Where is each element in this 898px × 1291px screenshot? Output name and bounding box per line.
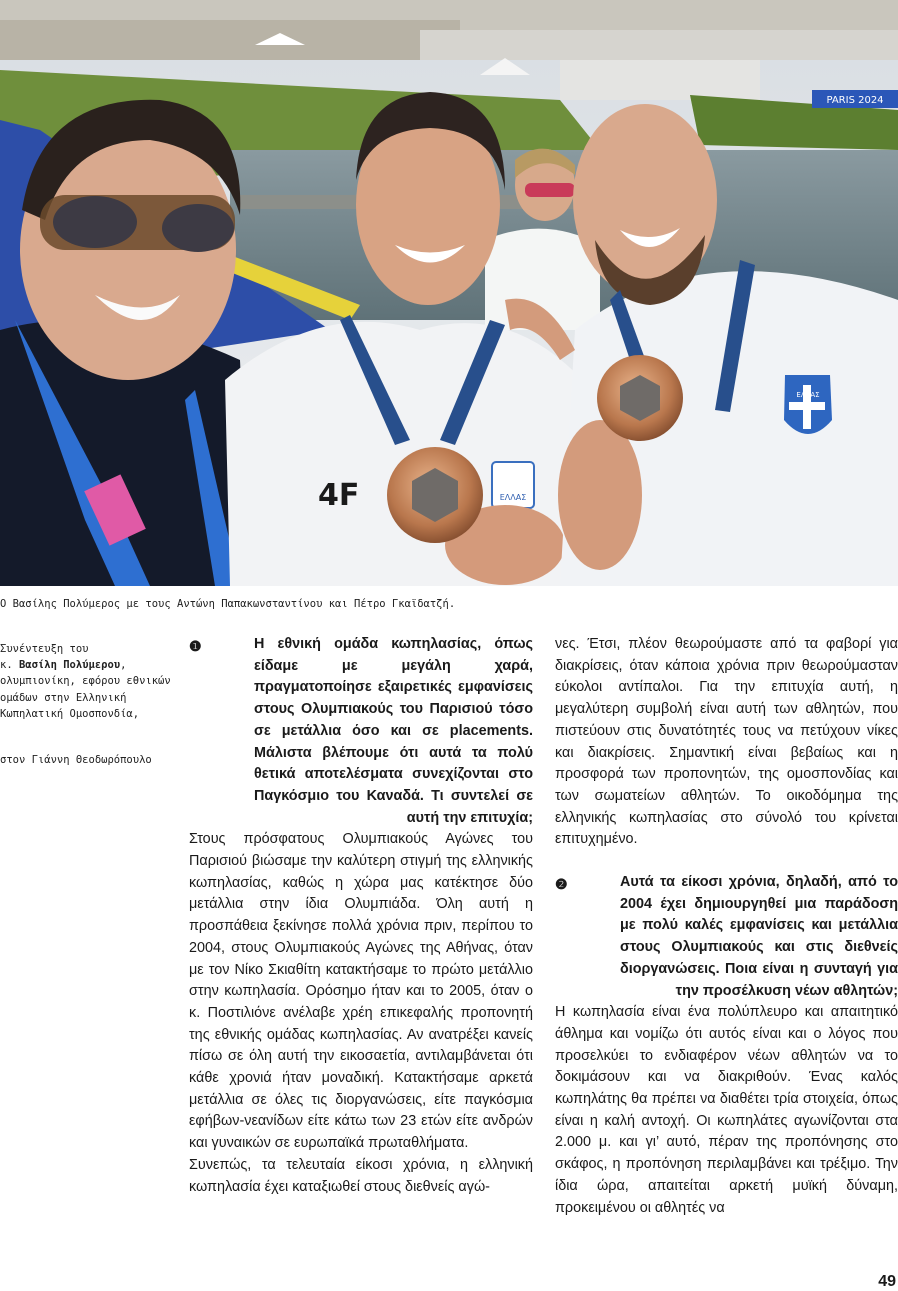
4f-logo: 4F — [318, 478, 360, 513]
credit-interviewee: κ. Βασίλη Πολύμερου, — [0, 659, 127, 672]
interviewee-name: Βασίλη Πολύμερου — [18, 659, 121, 672]
question-2-block — [555, 872, 898, 1002]
answer-1-paragraph-2: Συνεπώς, τα τελευταία είκοσι χρόνια, η ελληνική κωπηλασία έχει καταξιωθεί στους διεθνείς αγώ- — [189, 1156, 533, 1195]
question-number-1: ❶ — [189, 638, 202, 654]
article-column-1 — [189, 634, 533, 1198]
hero-photo — [0, 0, 898, 586]
svg-text:PARIS 2024: PARIS 2024 — [826, 95, 884, 106]
credit-role: ολυμπιονίκη, εφόρου εθνικών ομάδων στην Ελληνική Κωπηλατική Ομοσπονδία, — [0, 675, 171, 720]
credit-intro: Συνέντευξη του — [0, 643, 89, 655]
answer-1-continued: νες. Έτσι, πλέον θεωρούμαστε από τα φαβορί για διακρίσεις, όταν κάποια χρόνια πριν θεωρούμασταν εύκολοι αντίπαλοι. Για την επιτυχία αυτή, η μεγαλύτερη συμβολή είναι αυτή των αθλητών, που πιστεύουν στις δυνατότητές τους να πετύχουν νίκες και διακρίσεις. Σημαντική είναι βεβαίως και η προσφορά των προπονητών, της ομοσπονδίας και των σωματείων αθλητών. Το οικοδόμημα της ελληνικής κωπηλασίας στο σύνολό του κρίνεται επιτυχημένο. — [555, 636, 898, 848]
question-number-2: ❷ — [555, 876, 568, 893]
article-column-2 — [555, 634, 898, 1219]
credit-byline: στον Γιάννη Θεοδωρόπουλο — [0, 754, 152, 767]
answer-2: Η κωπηλασία είναι ένα πολύπλευρο και απαιτητικό άθλημα και νομίζω ότι αυτός είναι και ο λόγος που προσελκύει το ενδιαφέρον νέων αθλητών να το δοκιμάσουν και να διακριθούν. Ένας καλός κωπηλάτης θα πρέπει να διαθέτει τρία στοιχεία, όπως είναι η καλή αντοχή. Οι κωπηλάτες αγωνίζονται στα 2.000 μ. και γι’ αυτό, πέραν της προπόνησης στο σκάφος, η προπόνηση περιλαμβάνει και τρέξιμο. Την ίδια ώρα, απαιτείται αρκετή μυϊκή δύναμη, προκειμένου οι αθλητές να — [555, 1004, 898, 1216]
svg-text:ΕΛΛΑΣ: ΕΛΛΑΣ — [796, 391, 820, 399]
photo-illustration — [0, 0, 898, 586]
interview-credits — [0, 641, 172, 768]
photo-caption: Ο Βασίλης Πολύμερος με τους Αντώνη Παπακωνσταντίνου και Πέτρο Γκαϊδατζή. — [0, 598, 456, 610]
question-2: Αυτά τα είκοσι χρόνια, δηλαδή, από το 2004 έχει δημιουργηθεί μια παράδοση με πολύ καλές εμφανίσεις και μετάλλια στους Ολυμπιακούς και στις διεθνείς διοργανώσεις. Ποια είναι η συνταγή για την προσέλκυση νέων αθλητών; — [620, 874, 898, 999]
svg-text:ΕΛΛΑΣ: ΕΛΛΑΣ — [499, 493, 527, 502]
question-1: Η εθνική ομάδα κωπηλασίας, όπως είδαμε με μεγάλη χαρά, πραγματοποίησε εξαιρετικές εμφανίσεις στους Ολυμπιακούς του Παρισιού τόσο σε μετάλλια όσο και σε placements. Μάλιστα βλέπουμε ότι αυτά τα πολύ θετικά αποτελέσματα συνεχίζονται στο Παγκόσμιο του Καναδά. Τι συντελεί σε αυτή την επιτυχία; — [254, 636, 533, 826]
page-number: 49 — [878, 1273, 896, 1290]
answer-1-paragraph-1: Στους πρόσφατους Ολυμπιακούς Αγώνες του Παρισιού βιώσαμε την καλύτερη στιγμή της ελληνικής κωπηλασίας, καθώς η χώρα μας κατέκτησε δύο μετάλλια στην ίδια Ολυμπιάδα. Όλη αυτή η προσπάθεια ξεκίνησε πολλά χρόνια πριν, περίπου το 2004, στους Ολυμπιακούς Αγώνες της Αθήνας, όταν με τον Νίκο Σκιαθίτη κατακτήσαμε το πρώτο μετάλλιο στην κωπηλασία. Ορόσημο ήταν και το 2005, όταν ο κ. Ποστιλιόνε ανέλαβε χρέη επικεφαλής προπονητή της εθνικής ομάδας κωπηλασίας. Αν ανατρέξει κανείς πίσω σε όλη αυτή την εικοσαετία, αντιλαμβάνεται ότι κάθε χρονιά ήταν μοναδική. Κατακτήσαμε αρκετά μετάλλια σε όλες τις διοργανώσεις, είτε παγκόσμια εφήβων-νεανίδων είτε κάτω των 23 ετών είτε ανδρών και γυναικών σε ευρωπαϊκά πρωταθλήματα. — [189, 831, 533, 1152]
